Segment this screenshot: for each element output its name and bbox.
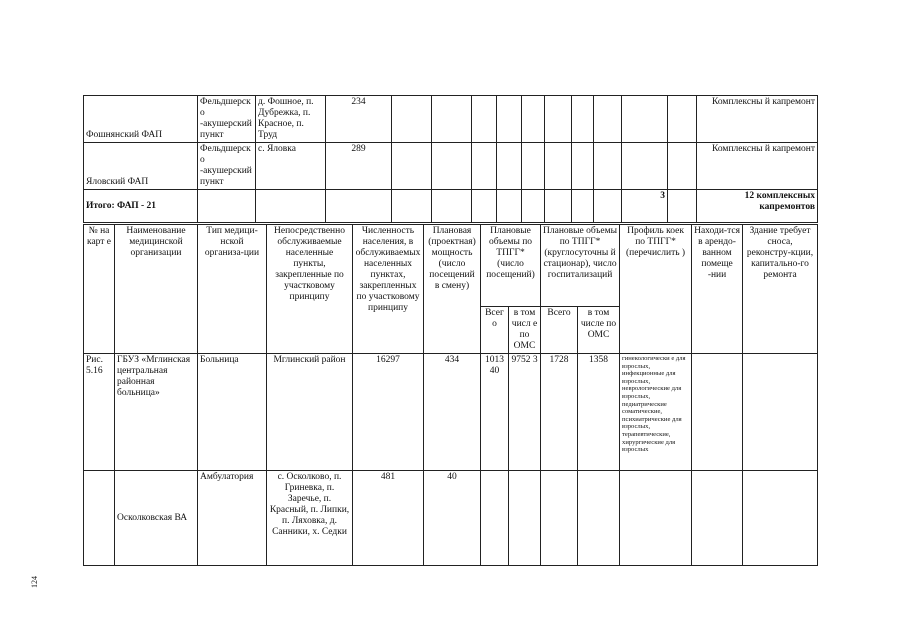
- header-row: [84, 225, 818, 307]
- org-type-cell: Фельдшерско -акушерский пункт: [198, 143, 256, 190]
- org-type-cell: Фельдшерско -акушерский пункт: [198, 96, 256, 143]
- beds-cell: гинекологически е для взрослых, инфекционные для взрослых, неврологические для взрослых, педиатрические соматические, психиатрические для взрослых, терапевтические, хирургические для взрослых: [620, 354, 692, 471]
- map-cell: Рис. 5.16: [84, 354, 115, 471]
- table-row: [84, 143, 818, 190]
- population-cell: 289: [326, 143, 392, 190]
- org-name-cell: Фошнянский ФАП: [84, 96, 198, 143]
- served-cell: с. Осколково, п. Гриневка, п. Заречье, п. Красный, п. Липки, п. Ляховка, д. Санники, х. Седки: [267, 471, 353, 566]
- needs-cell: Комплексны й капремонт: [697, 96, 818, 143]
- org-name-cell: Осколковская ВА: [115, 471, 198, 566]
- population-cell: 481: [353, 471, 424, 566]
- table-row: [84, 471, 818, 566]
- visits-total-cell: 1013 40: [481, 354, 509, 471]
- header-hosp-total: Всего: [541, 307, 578, 354]
- header-beds: Профиль коек по ТПГГ* (перечислить ): [620, 225, 692, 354]
- org-type-cell: Амбулатория: [198, 471, 267, 566]
- table-row: [84, 354, 818, 471]
- header-visits: Плановые объемы по ТПГГ* (число посещений): [481, 225, 541, 307]
- capacity-cell: 40: [424, 471, 481, 566]
- header-hospital: Плановые объемы по ТПГГ* (круглосуточны й стационар), число госпитализаций: [541, 225, 620, 307]
- served-cell: с. Яловка: [256, 143, 326, 190]
- top-table: [83, 95, 818, 223]
- header-map-no: № на карт е: [84, 225, 115, 354]
- total-needs: 12 комплексных капремонтов: [697, 190, 818, 223]
- header-population: Численность населения, в обслуживаемых населенных пунктах, закрепленных по участковому принципу: [353, 225, 424, 354]
- org-name-cell: ГБУЗ «Мглинская центральная районная больница»: [115, 354, 198, 471]
- hosp-total-cell: 1728: [541, 354, 578, 471]
- header-visits-total: Всег о: [481, 307, 509, 354]
- org-type-cell: Больница: [198, 354, 267, 471]
- header-capacity: Плановая (проектная) мощность (число посещений в смену): [424, 225, 481, 354]
- org-name-cell: Яловский ФАП: [84, 143, 198, 190]
- total-row: [84, 190, 818, 223]
- main-table: [83, 224, 818, 566]
- header-served: Непосредственно обслуживаемые населенные пункты, закрепленные по участковому принципу: [267, 225, 353, 354]
- population-cell: 16297: [353, 354, 424, 471]
- needs-cell: Комплексны й капремонт: [697, 143, 818, 190]
- table-row: [84, 96, 818, 143]
- header-building: Здание требует сноса, реконстру-кции, капитально-го ремонта: [743, 225, 818, 354]
- hosp-oms-cell: 1358: [578, 354, 620, 471]
- header-visits-oms: в том числ е по ОМС: [509, 307, 541, 354]
- capacity-cell: 434: [424, 354, 481, 471]
- total-count: 3: [622, 190, 668, 223]
- served-cell: Мглинский район: [267, 354, 353, 471]
- header-type: Тип медици-нской организа-ции: [198, 225, 267, 354]
- visits-oms-cell: 9752 3: [509, 354, 541, 471]
- header-name: Наименование медицинской организации: [115, 225, 198, 354]
- header-hosp-oms: в том числе по ОМС: [578, 307, 620, 354]
- served-cell: д. Фошное, п. Дубрежка, п. Красное, п. Труд: [256, 96, 326, 143]
- header-rent: Находи-тся в арендо-ванном помеще -нии: [692, 225, 743, 354]
- total-label: Итого: ФАП - 21: [84, 190, 198, 223]
- page-number: 124: [30, 576, 39, 588]
- population-cell: 234: [326, 96, 392, 143]
